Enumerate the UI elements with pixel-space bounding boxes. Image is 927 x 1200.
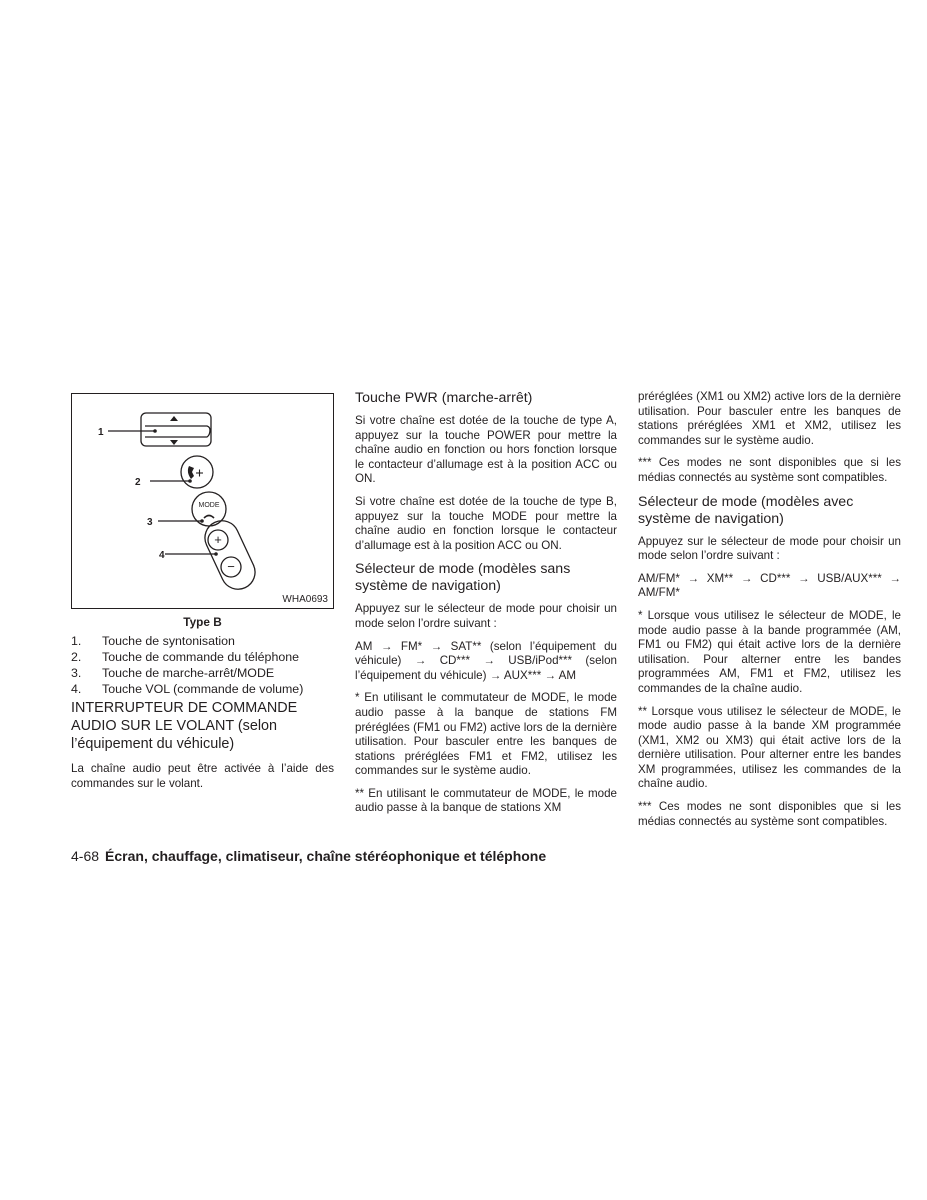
mode-no-nav-sequence: AM → FM* → SAT** (selon l’équipement du véhicule) → CD*** → USB/iPod*** (selon l’équipement du véhicule) → AUX*** → AM [355,639,617,682]
figure-legend [71,633,334,697]
legend-item: 3. Touche de marche-arrêt/MODE [71,666,275,680]
phone-button [181,456,213,488]
steering-switch-diagram [72,394,333,608]
volume-down-icon: − [227,559,235,574]
column-right [638,390,901,837]
figure-caption: Type B [183,615,222,629]
mode-no-nav-paragraph: Appuyez sur le sélecteur de mode pour choisir un mode selon l’ordre suivant : [355,602,617,630]
power-icon [204,516,214,519]
mode-nav-heading: Sélecteur de mode (modèles avec système de navigation) [638,493,854,527]
mode-nav-paragraph: * Lorsque vous utilisez le sélecteur de MODE, le mode audio passe à la bande programmée (AM, FM1 ou FM2) qui était active lors de la dernière utilisation. Pour alterner entre les bandes programmées AM, FM1 et FM2, utilisez les commandes de la chaîne audio. [638,608,901,695]
mode-no-nav-paragraph: *** Ces modes ne sont disponibles que si les médias connectés au système sont compatibles. [638,456,901,484]
pwr-paragraph: Si votre chaîne est dotée de la touche de type B, appuyez sur la touche MODE pour mettre la chaîne audio en fonction lorsque le contacteur d’allumage est à la position ACC ou ON. [355,494,617,552]
chapter-title: Écran, chauffage, climatiseur, chaîne stéréophonique et téléphone [105,848,547,864]
steering-audio-text: La chaîne audio peut être activée à l’aide des commandes sur le volant. [71,762,334,790]
steering-audio-heading: INTERRUPTEUR DE COMMANDE AUDIO SUR LE VOLANT (selon l’équipement du véhicule) [71,700,298,752]
callout-2: 2 [135,477,141,488]
up-arrow-icon [170,416,178,421]
callout-4: 4 [159,550,165,561]
legend-item: 2. Touche de commande du téléphone [71,650,300,664]
pwr-heading: Touche PWR (marche-arrêt) [355,390,533,406]
mode-nav-sequence: AM/FM* → XM** → CD*** → USB/AUX*** → AM/FM* [638,571,901,600]
column-middle [355,390,617,824]
steering-switch-figure [71,393,334,609]
figure-code: WHA0693 [282,594,328,605]
mode-no-nav-heading: Sélecteur de mode (modèles sans système de navigation) [355,561,571,595]
mode-nav-paragraph: *** Ces modes ne sont disponibles que si les médias connectés au système sont compatibles. [638,800,901,828]
mode-no-nav-paragraph: * En utilisant le commutateur de MODE, le mode audio passe à la banque de stations FM préréglées (FM1 ou FM2) active lors de la dernière utilisation. Pour basculer entre les banques de stations préréglées FM1 et FM2, utilisez les commandes sur le système audio. [355,691,617,778]
mode-nav-paragraph: ** Lorsque vous utilisez le sélecteur de MODE, le mode audio passe à la bande XM programmée (XM1, XM2 ou XM3) qui était active lors de la dernière utilisation. Pour alterner entre les bandes XM programmées, utilisez les commandes de la chaîne audio. [638,704,901,791]
legend-item: 1. Touche de syntonisation [71,634,235,648]
volume-up-icon: + [214,532,222,547]
pwr-paragraph: Si votre chaîne est dotée de la touche de type A, appuyez sur la touche POWER pour mettre la chaîne audio en fonction ou hors fonction lorsque le contacteur d’allumage est à la position ACC ou ON. [355,414,617,486]
mode-button-label: MODE [198,502,220,509]
mode-nav-paragraph: Appuyez sur le sélecteur de mode pour choisir un mode selon l’ordre suivant : [638,534,901,563]
volume-rocker [199,515,260,595]
mode-no-nav-paragraph: ** En utilisant le commutateur de MODE, le mode audio passe à la banque de stations XM [355,786,617,815]
down-arrow-icon [170,440,178,445]
phone-icon [188,466,203,479]
callout-1: 1 [98,427,104,438]
mode-no-nav-paragraph-continued: préréglées (XM1 ou XM2) active lors de la dernière utilisation. Pour basculer entre les banques de stations préréglées XM1 et XM2, utilisez les commandes sur le système audio. [638,390,901,447]
page-footer [71,848,546,864]
column-left [71,390,334,799]
legend-item: 4. Touche VOL (commande de volume) [71,682,304,696]
callout-3: 3 [147,517,153,528]
page-number: 4-68 [71,848,100,864]
